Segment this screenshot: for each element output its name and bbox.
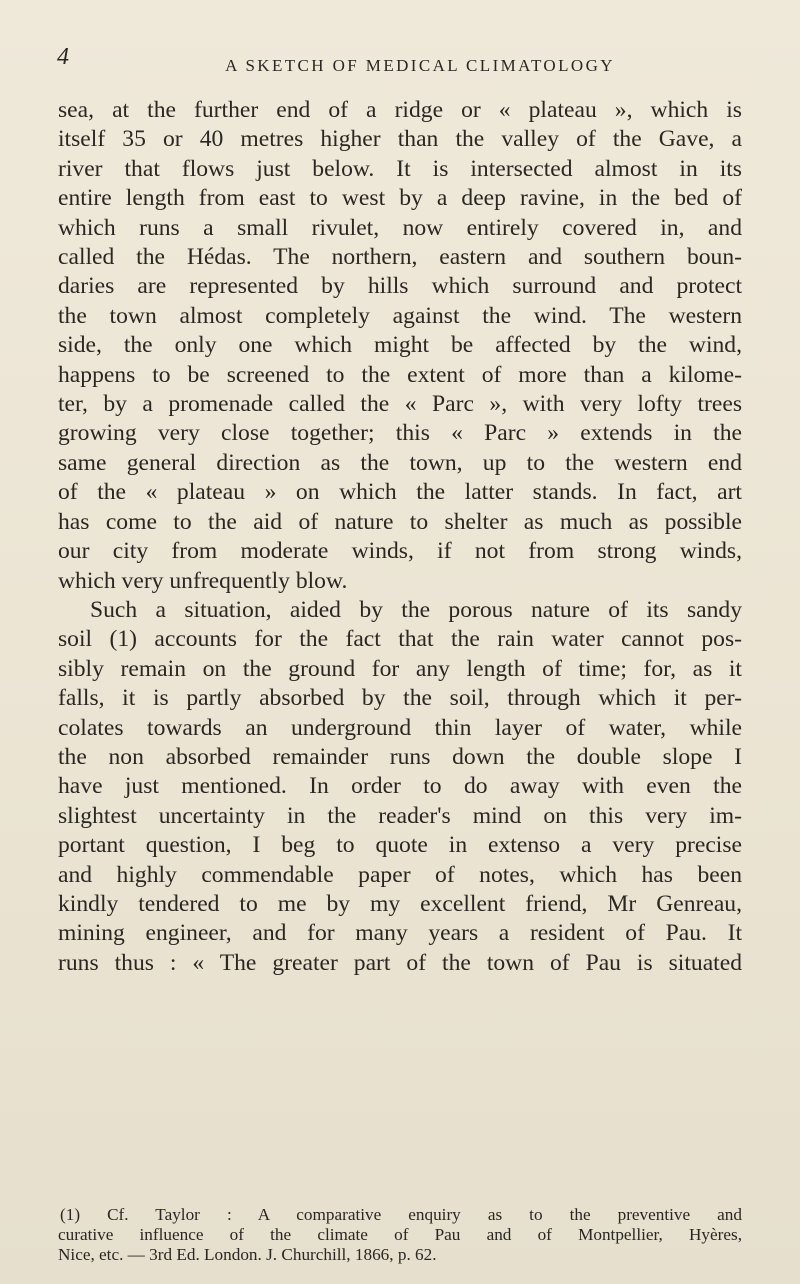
text-line: runs thus : « The greater part of the town of Pau is situated: [58, 949, 742, 976]
text-line: has come to the aid of nature to shelter as much as possible: [58, 508, 742, 535]
body-text: [58, 96, 742, 978]
text-line: and highly commendable paper of notes, which has been: [58, 861, 742, 888]
text-line: sea, at the further end of a ridge or « plateau », which is: [58, 97, 742, 123]
text-line: have just mentioned. In order to do away with even the: [58, 773, 742, 800]
text-line: sibly remain on the ground for any length of time; for, as it: [58, 655, 742, 682]
text-line: falls, it is partly absorbed by the soil, through which it per-: [58, 685, 742, 712]
text-line: called the Hédas. The northern, eastern and southern boun-: [58, 244, 742, 271]
text-line: happens to be screened to the extent of more than a kilome-: [58, 361, 742, 388]
text-line: growing very close together; this « Parc » extends in the: [58, 420, 742, 447]
text-line: same general direction as the town, up to the western end: [58, 449, 742, 476]
text-line: the non absorbed remainder runs down the double slope I: [58, 743, 742, 770]
running-head: A SKETCH OF MEDICAL CLIMATOLOGY: [225, 56, 615, 75]
text-line: which runs a small rivulet, now entirely covered in, and: [58, 214, 742, 241]
text-line: which very unfrequently blow.: [58, 567, 348, 594]
text-line: entire length from east to west by a deep ravine, in the bed of: [58, 185, 742, 212]
text-line: kindly tendered to me by my excellent friend, Mr Genreau,: [58, 890, 742, 917]
text-line: colates towards an underground thin layer of water, while: [58, 714, 742, 741]
text-line: soil (1) accounts for the fact that the rain water cannot pos-: [58, 626, 742, 653]
text-line: portant question, I beg to quote in extenso a very precise: [58, 832, 742, 859]
text-line: river that flows just below. It is intersected almost in its: [58, 155, 742, 182]
text-line: slightest uncertainty in the reader's mind on this very im-: [58, 802, 742, 829]
footnote-line: (1) Cf. Taylor : A comparative enquiry as to the preventive and: [60, 1205, 742, 1224]
text-line: daries are represented by hills which surround and protect: [58, 273, 742, 300]
footnote-line: curative influence of the climate of Pau and of Montpellier, Hyères,: [58, 1225, 742, 1244]
text-line: the town almost completely against the wind. The western: [58, 302, 742, 329]
text-line: Such a situation, aided by the porous nature of its sandy: [90, 596, 742, 623]
text-line: mining engineer, and for many years a resident of Pau. It: [58, 920, 742, 947]
footnote: [58, 1205, 742, 1265]
page-number: 4: [57, 44, 69, 70]
text-line: ter, by a promenade called the « Parc », with very lofty trees: [58, 391, 742, 418]
footnote-line: Nice, etc. — 3rd Ed. London. J. Churchill, 1866, p. 62.: [58, 1245, 437, 1264]
text-line: our city from moderate winds, if not from strong winds,: [58, 538, 742, 565]
text-line: side, the only one which might be affected by the wind,: [58, 332, 742, 359]
text-line: itself 35 or 40 metres higher than the valley of the Gave, a: [58, 126, 742, 153]
text-line: of the « plateau » on which the latter stands. In fact, art: [58, 479, 742, 506]
